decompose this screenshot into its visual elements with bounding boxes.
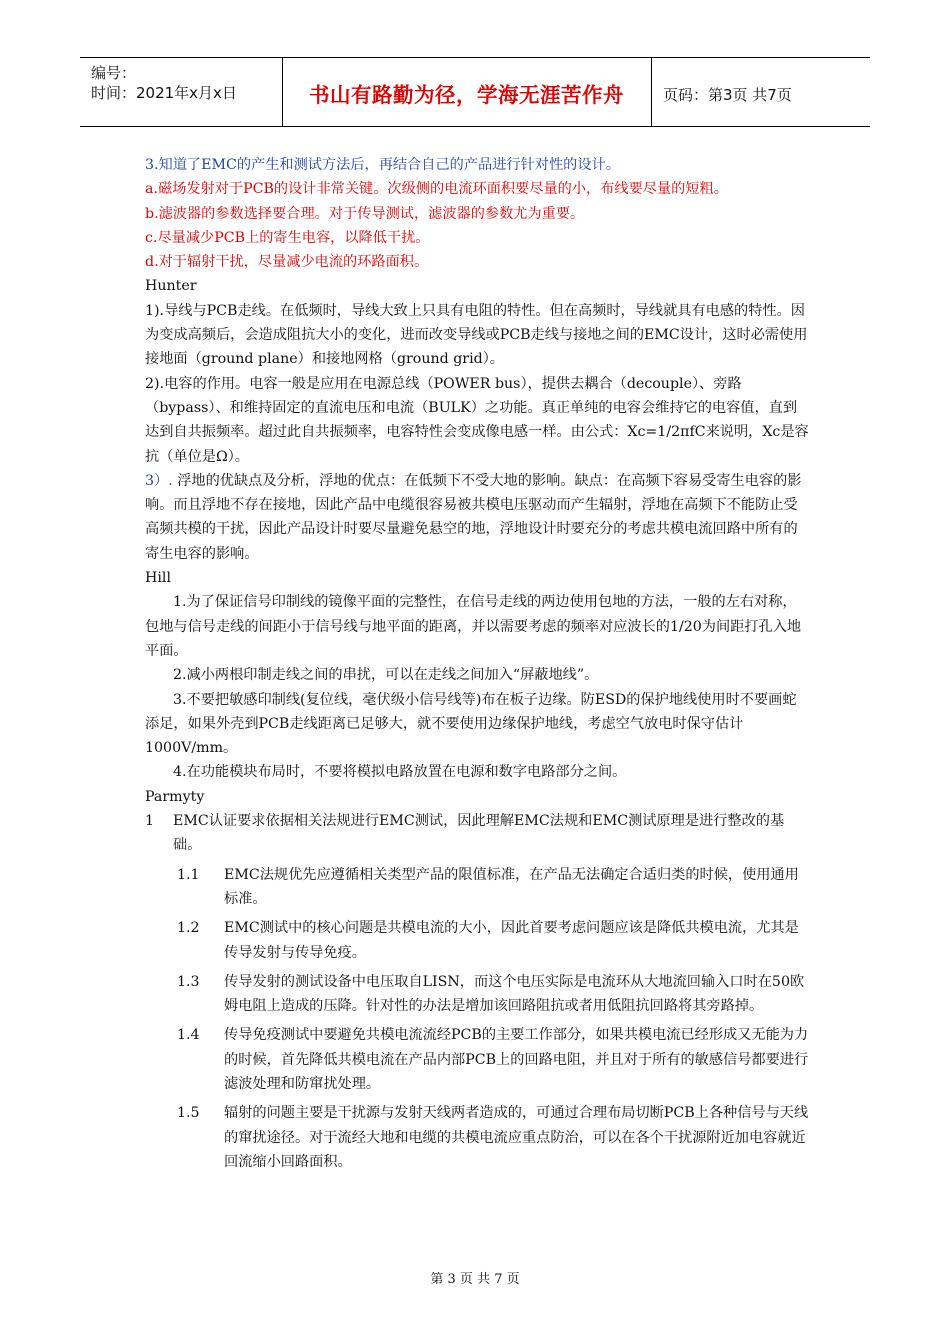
- red-item-d: d.对于辐射干扰，尽量减少电流的环路面积。: [145, 254, 429, 271]
- subitem-text: EMC法规优先应遵循相关类型产品的限值标准，在产品无法确定合适归类的时候，使用通用标准。: [224, 866, 799, 907]
- header-motto: 书山有路勤为径，学海无涯苦作舟: [309, 83, 624, 107]
- parmyty-subitem-1-1: [145, 863, 810, 912]
- hunter-paragraph-2: 2).电容的作用。电容一般是应用在电源总线（POWER bus），提供去耦合（decouple）、旁路（bypass）、和维持固定的直流电压和电流（BULK）之功能。真正单纯的电容会维持它的电容值，直到达到自共振频率。超过此自共振频率，电容特性会变成像电感一样。由公式：Xc=1/2πfC来说明，Xc是容抗（单位是Ω）。: [145, 375, 809, 465]
- subitem-text: EMC测试中的核心问题是共模电流的大小，因此首要考虑问题应该是降低共模电流，尤其是传导发射与传导免疫。: [224, 920, 799, 961]
- red-item-c: c.尽量减少PCB上的寄生电容，以降低干扰。: [145, 229, 430, 246]
- hunter-paragraph-1: 1).导线与PCB走线。在低频时，导线大致上只具有电阻的特性。但在高频时，导线就具有电感的特性。因为变成高频后，会造成阻抗大小的变化，进而改变导线或PCB走线与接地之间的EMC设计，这时必需使用接地面（ground plane）和接地网格（ground grid）。: [145, 302, 808, 368]
- hill-item-2: 2.减小两根印制走线之间的串扰，可以在走线之间加入“屏蔽地线”。: [173, 667, 599, 684]
- parmyty-subitem-1-5: [145, 1101, 810, 1174]
- page-footer: 第 3 页 共 7 页: [430, 1272, 520, 1287]
- hunter-p3-text: 浮地的优缺点及分析，浮地的优点：在低频下不受大地的影响。缺点：在高频下容易受寄生电容的影响。而且浮地不存在接地，因此产品中电缆很容易被共模电压驱动而产生辐射，浮地在高频下不能防止受高频共模的干扰，因此产品设计时要尽量避免悬空的地，浮地设计时要充分的考虑共模电流回路中所有的寄生电容的影响。: [145, 472, 802, 562]
- doc-time-label: 时间：2021年x月x日: [91, 84, 237, 102]
- intro-paragraph: 3.知道了EMC的产生和测试方法后，再结合自己的产品进行针对性的设计。: [145, 157, 620, 173]
- parmyty-subitem-1-2: [145, 916, 810, 965]
- parmyty-subitem-1-3: [145, 970, 810, 1019]
- header-motto-cell: [282, 58, 652, 126]
- subitem-text: 传导免疫测试中要避免共模电流流经PCB的主要工作部分，如果共模电流已经形成又无能为力的时候，首先降低共模电流在产品内部PCB上的回路电阻，并且对于所有的敏感信号都要进行滤波处理和防窜扰处理。: [224, 1027, 809, 1092]
- hill-item-1: 1.为了保证信号印制线的镜像平面的完整性，在信号走线的两边使用包地的方法，一般的左右对称，包地与信号走线的间距小于信号线与地平面的距离，并以需要考虑的频率对应波长的1/20为间距打孔入地平面。: [145, 594, 802, 659]
- document-body: [145, 153, 810, 1174]
- author-hill: Hill: [145, 570, 171, 587]
- header-page-label: 页码：第3页 共7页: [663, 86, 792, 104]
- subitem-number: 1.1: [177, 866, 200, 883]
- page-header: [80, 57, 870, 127]
- parmyty-item-1: [145, 809, 810, 858]
- subitem-number: 1.3: [177, 973, 200, 990]
- item-number: 1: [145, 813, 155, 830]
- author-parmyty: Parmyty: [145, 788, 205, 805]
- subitem-number: 1.4: [177, 1027, 200, 1044]
- parmyty-subitem-1-4: [145, 1023, 810, 1096]
- subitem-text: 辐射的问题主要是干扰源与发射天线两者造成的，可通过合理布局切断PCB上各种信号与天线的窜扰途径。对于流经大地和电缆的共模电流应重点防治，可以在各个干扰源附近加电容就近回流缩小回路面积。: [224, 1105, 809, 1170]
- hill-item-4: 4.在功能模块布局时，不要将模拟电路放置在电源和数字电路部分之间。: [173, 764, 627, 781]
- red-item-a: a.磁场发射对于PCB的设计非常关键。次级侧的电流环面积要尽量的小，布线要尽量的短粗。: [145, 181, 728, 198]
- header-page-cell: [652, 58, 870, 126]
- author-hunter: Hunter: [145, 278, 197, 295]
- hunter-paragraph-3: [145, 469, 810, 566]
- hill-item-3: 3.不要把敏感印制线(复位线，毫伏级小信号线等)布在板子边缘。防ESD的保护地线使用时不要画蛇添足，如果外壳到PCB走线距离已足够大，就不要使用边缘保护地线，考虑空气放电时保守估计1000V/mm。: [145, 691, 797, 757]
- red-item-b: b.滤波器的参数选择要合理。对于传导测试，滤波器的参数尤为重要。: [145, 205, 585, 222]
- subitem-text: 传导发射的测试设备中电压取自LISN，而这个电压实际是电流环从大地流回输入口时在50欧姆电阻上造成的压降。针对性的办法是增加该回路阻抗或者用低阻抗回路将其旁路掉。: [224, 973, 805, 1015]
- hunter-p3-prefix: 3）.: [145, 472, 173, 489]
- subitem-number: 1.2: [177, 920, 200, 937]
- subitem-number: 1.5: [177, 1105, 200, 1122]
- item-text: EMC认证要求依据相关法规进行EMC测试，因此理解EMC法规和EMC测试原理是进行整改的基础。: [173, 813, 785, 854]
- header-meta: [80, 58, 283, 126]
- doc-number-label: 编号：: [91, 64, 137, 82]
